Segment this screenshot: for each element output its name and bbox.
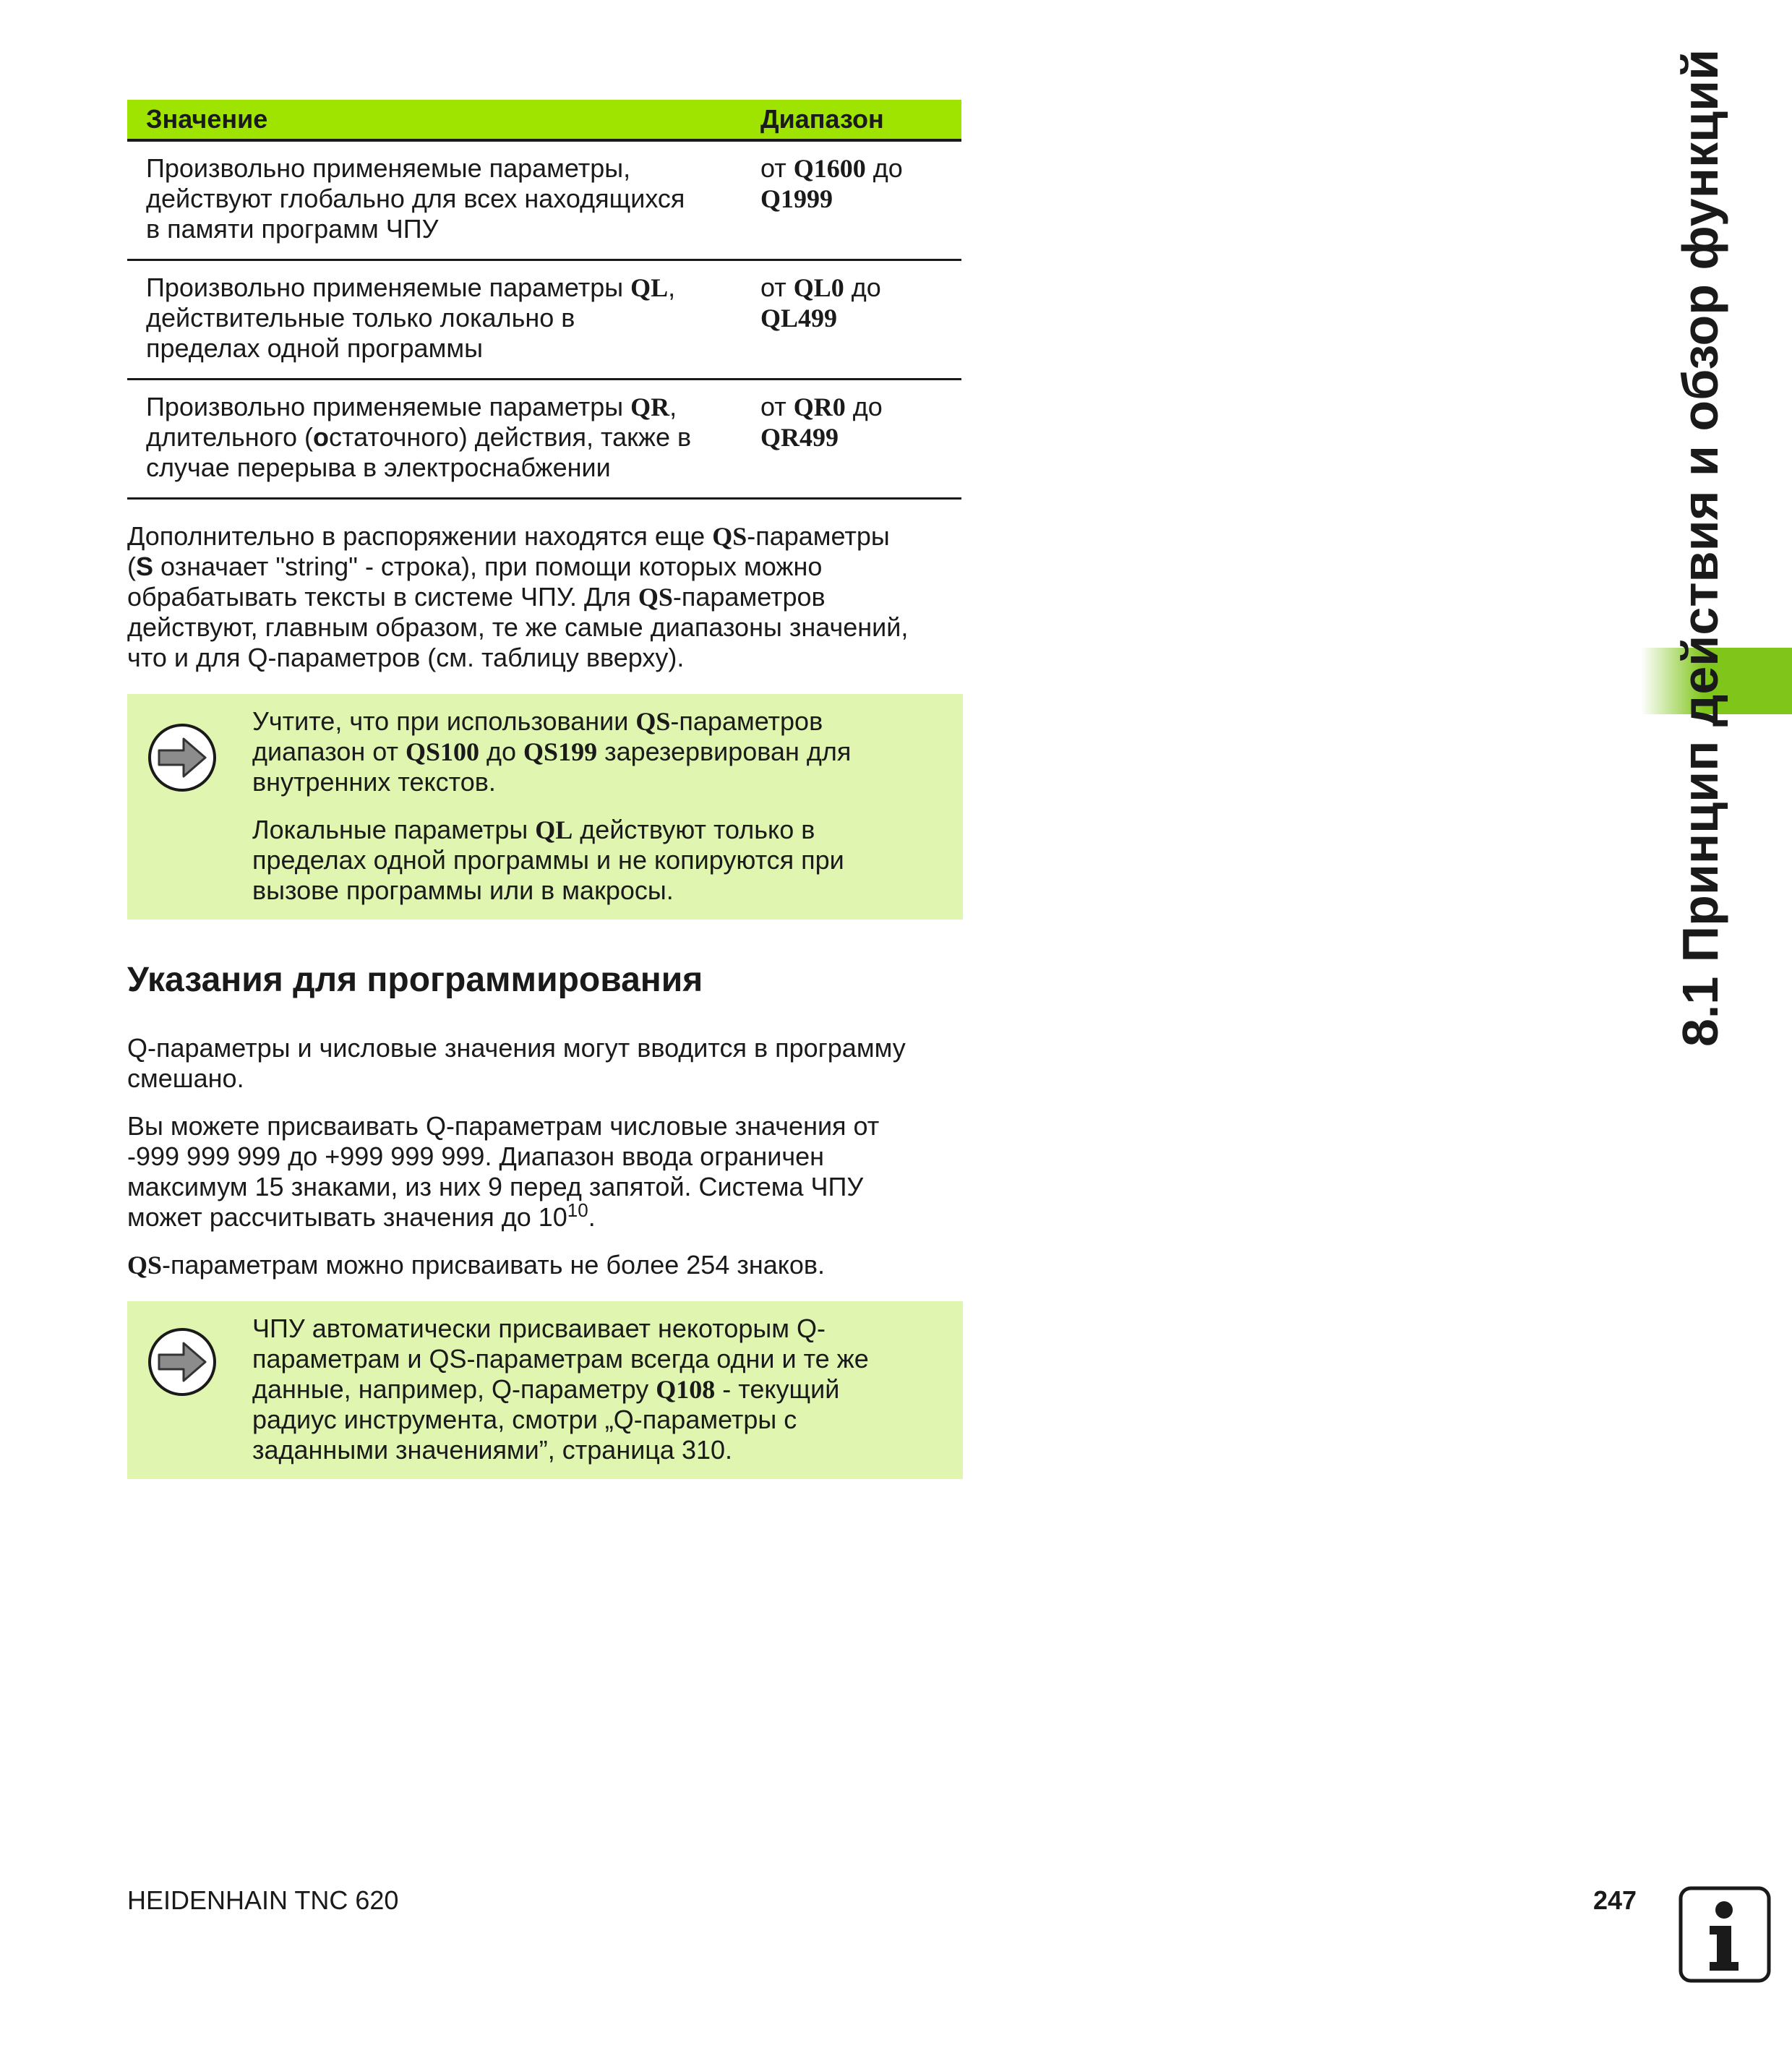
value-cell: Произвольно применяемые параметры QR, длительного (остаточного) действия, также в случае перерыва в электроснабжении (127, 380, 753, 499)
footer-product-name: HEIDENHAIN TNC 620 (127, 1885, 399, 1915)
param-code: Q1999 (760, 184, 833, 213)
param-code: Q1600 (793, 154, 866, 183)
note-box (127, 1301, 963, 1479)
section-heading: Указания для программирования (127, 961, 703, 999)
range-cell: от QR0 до QR499 (753, 380, 961, 499)
note-paragraph: Учтите, что при использовании QS-параметров диапазон от QS100 до QS199 зарезервирован для внутренних текстов. (252, 706, 852, 797)
note-box (127, 694, 963, 920)
note-text (252, 706, 946, 906)
note-paragraph: ЧПУ автоматически присваивает некоторым Q- параметрам и QS-параметрам всегда одни и те же данные, например, Q-параметру Q108 - текущий радиус инструмента, смотри „Q-параметры с заданными значениями”, страница 310. (252, 1314, 869, 1465)
body-paragraph: Вы можете присваивать Q-параметрам числовые значения от -999 999 999 до +999 999 999. Диапазон ввода ограничен максимум 15 знаками, из них 9 перед запятой. Система ЧПУ может рассчитывать значения до $10^{10}$. (127, 1111, 880, 1232)
parameter-table (127, 100, 961, 500)
page-number: 247 (1593, 1885, 1637, 1915)
value-cell: Произвольно применяемые параметры, действуют глобально для всех находящихся в памяти программ ЧПУ (127, 140, 753, 260)
body-paragraph: QS-параметрам можно присваивать не более 254 знаков. (127, 1250, 826, 1280)
note-text (252, 1314, 946, 1465)
value-cell: Произвольно применяемые параметры QL, действительные только локально в пределах одной программы (127, 260, 753, 380)
range-cell: от Q1600 до Q1999 (753, 140, 961, 260)
arrow-right-circle-icon (146, 1326, 218, 1398)
param-code: QL499 (760, 304, 838, 333)
range-cell: от QL0 до QL499 (753, 260, 961, 380)
table-row (127, 140, 961, 260)
param-code: QR (630, 393, 670, 421)
body-paragraph: Q-параметры и числовые значения могут вводится в программу смешано. (127, 1033, 906, 1093)
intro-paragraph: Дополнительно в распоряжении находятся еще QS-параметры (S означает "string" - строка), при помощи которых можно обрабатывать тексты в системе ЧПУ. Для QS-параметров действуют, главным образом, те же самые диапазоны значений, что и для Q-параметров (см. таблицу вверху). (127, 521, 909, 672)
param-code: QL (630, 273, 669, 302)
column-header-value: Значение (127, 100, 753, 140)
info-icon (1678, 1885, 1772, 1984)
table-row (127, 260, 961, 380)
param-code: QL0 (793, 273, 844, 302)
column-header-range: Диапазон (753, 100, 961, 140)
table-row (127, 380, 961, 499)
table-header-row (127, 100, 961, 140)
chapter-title: 8.1 Принцип действия и обзор функций (1672, 48, 1728, 1047)
note-paragraph: Локальные параметры QL действуют только в пределах одной программы и не копируются при вызове программы или в макросы. (252, 815, 844, 905)
arrow-right-circle-icon (146, 721, 218, 794)
param-code: QR0 (793, 393, 846, 421)
param-code: QR499 (760, 423, 839, 452)
